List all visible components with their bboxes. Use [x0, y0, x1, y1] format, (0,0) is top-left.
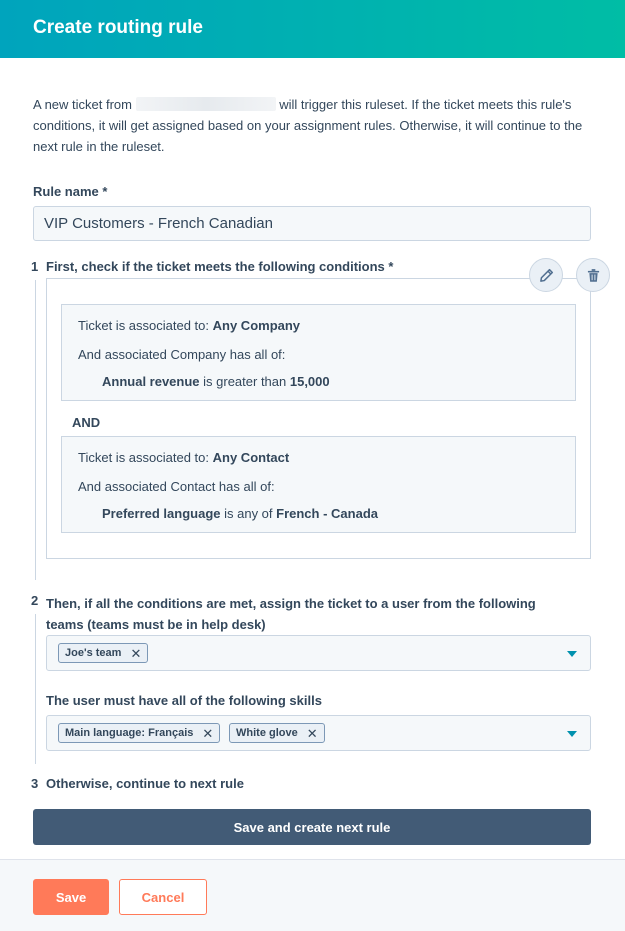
dialog-title: Create routing rule	[33, 17, 203, 38]
rule-name-label: Rule name *	[33, 184, 108, 199]
filter-value: 15,000	[289, 374, 330, 389]
association-value: Any Company	[212, 318, 301, 333]
intro-text	[33, 94, 593, 157]
team-tag	[58, 643, 148, 663]
association-prefix: Ticket is associated to:	[78, 450, 213, 465]
step-1-title: First, check if the ticket meets the following conditions *	[46, 259, 394, 274]
condition-has-all: And associated Contact has all of:	[78, 479, 275, 494]
condition-group-contact	[61, 436, 576, 533]
skills-select[interactable]	[46, 715, 591, 751]
skill-tag	[58, 723, 220, 743]
step-3-number: 3	[31, 776, 39, 791]
step-2-connector	[35, 614, 36, 764]
step-1-connector	[35, 280, 36, 580]
step-1-number: 1	[31, 259, 39, 274]
chevron-down-icon	[567, 731, 577, 737]
remove-tag-icon[interactable]: ✕	[202, 725, 214, 741]
rule-name-input[interactable]	[33, 206, 591, 241]
delete-conditions-button[interactable]	[576, 258, 610, 292]
filter-value: French - Canada	[276, 506, 378, 521]
step-3-title: Otherwise, continue to next rule	[46, 776, 244, 791]
edit-conditions-button[interactable]	[529, 258, 563, 292]
condition-filter	[102, 374, 330, 389]
association-value: Any Contact	[212, 450, 290, 465]
dialog-header	[0, 0, 625, 58]
redacted-source	[136, 97, 276, 111]
skills-label: The user must have all of the following skills	[46, 693, 322, 708]
condition-association	[78, 318, 300, 333]
cancel-button[interactable]: Cancel	[119, 879, 207, 915]
and-joiner: AND	[72, 415, 101, 430]
teams-select[interactable]	[46, 635, 591, 671]
trash-icon	[586, 268, 601, 283]
step-2-number: 2	[31, 593, 39, 608]
condition-group-company	[61, 304, 576, 401]
save-button[interactable]: Save	[33, 879, 109, 915]
filter-property: Annual revenue	[102, 374, 200, 389]
skill-tag	[229, 723, 325, 743]
step-2-title: Then, if all the conditions are met, assign the ticket to a user from the following teams (teams must be in help desk)	[46, 596, 536, 632]
association-prefix: Ticket is associated to:	[78, 318, 213, 333]
skill-tag-label: White glove	[236, 727, 298, 739]
condition-association	[78, 450, 289, 465]
team-tag-label: Joe's team	[65, 647, 122, 659]
remove-tag-icon[interactable]: ✕	[306, 725, 318, 741]
dialog-footer	[0, 859, 625, 931]
filter-operator: is greater than	[199, 374, 290, 389]
chevron-down-icon	[567, 651, 577, 657]
filter-property: Preferred language	[102, 506, 221, 521]
save-and-create-next-button[interactable]: Save and create next rule	[33, 809, 591, 845]
condition-has-all: And associated Company has all of:	[78, 347, 286, 362]
filter-operator: is any of	[220, 506, 277, 521]
pencil-icon	[539, 268, 554, 283]
intro-text-start: A new ticket from	[33, 97, 136, 112]
condition-filter	[102, 506, 378, 521]
skill-tag-label: Main language: Français	[65, 727, 194, 739]
intro-text-end: will trigger this ruleset. If the ticket meets this rule's conditions, it will get assigned based on your assignment rules. Otherwise, it will continue to the next rule in the ruleset.	[33, 97, 583, 154]
remove-tag-icon[interactable]: ✕	[130, 645, 142, 661]
